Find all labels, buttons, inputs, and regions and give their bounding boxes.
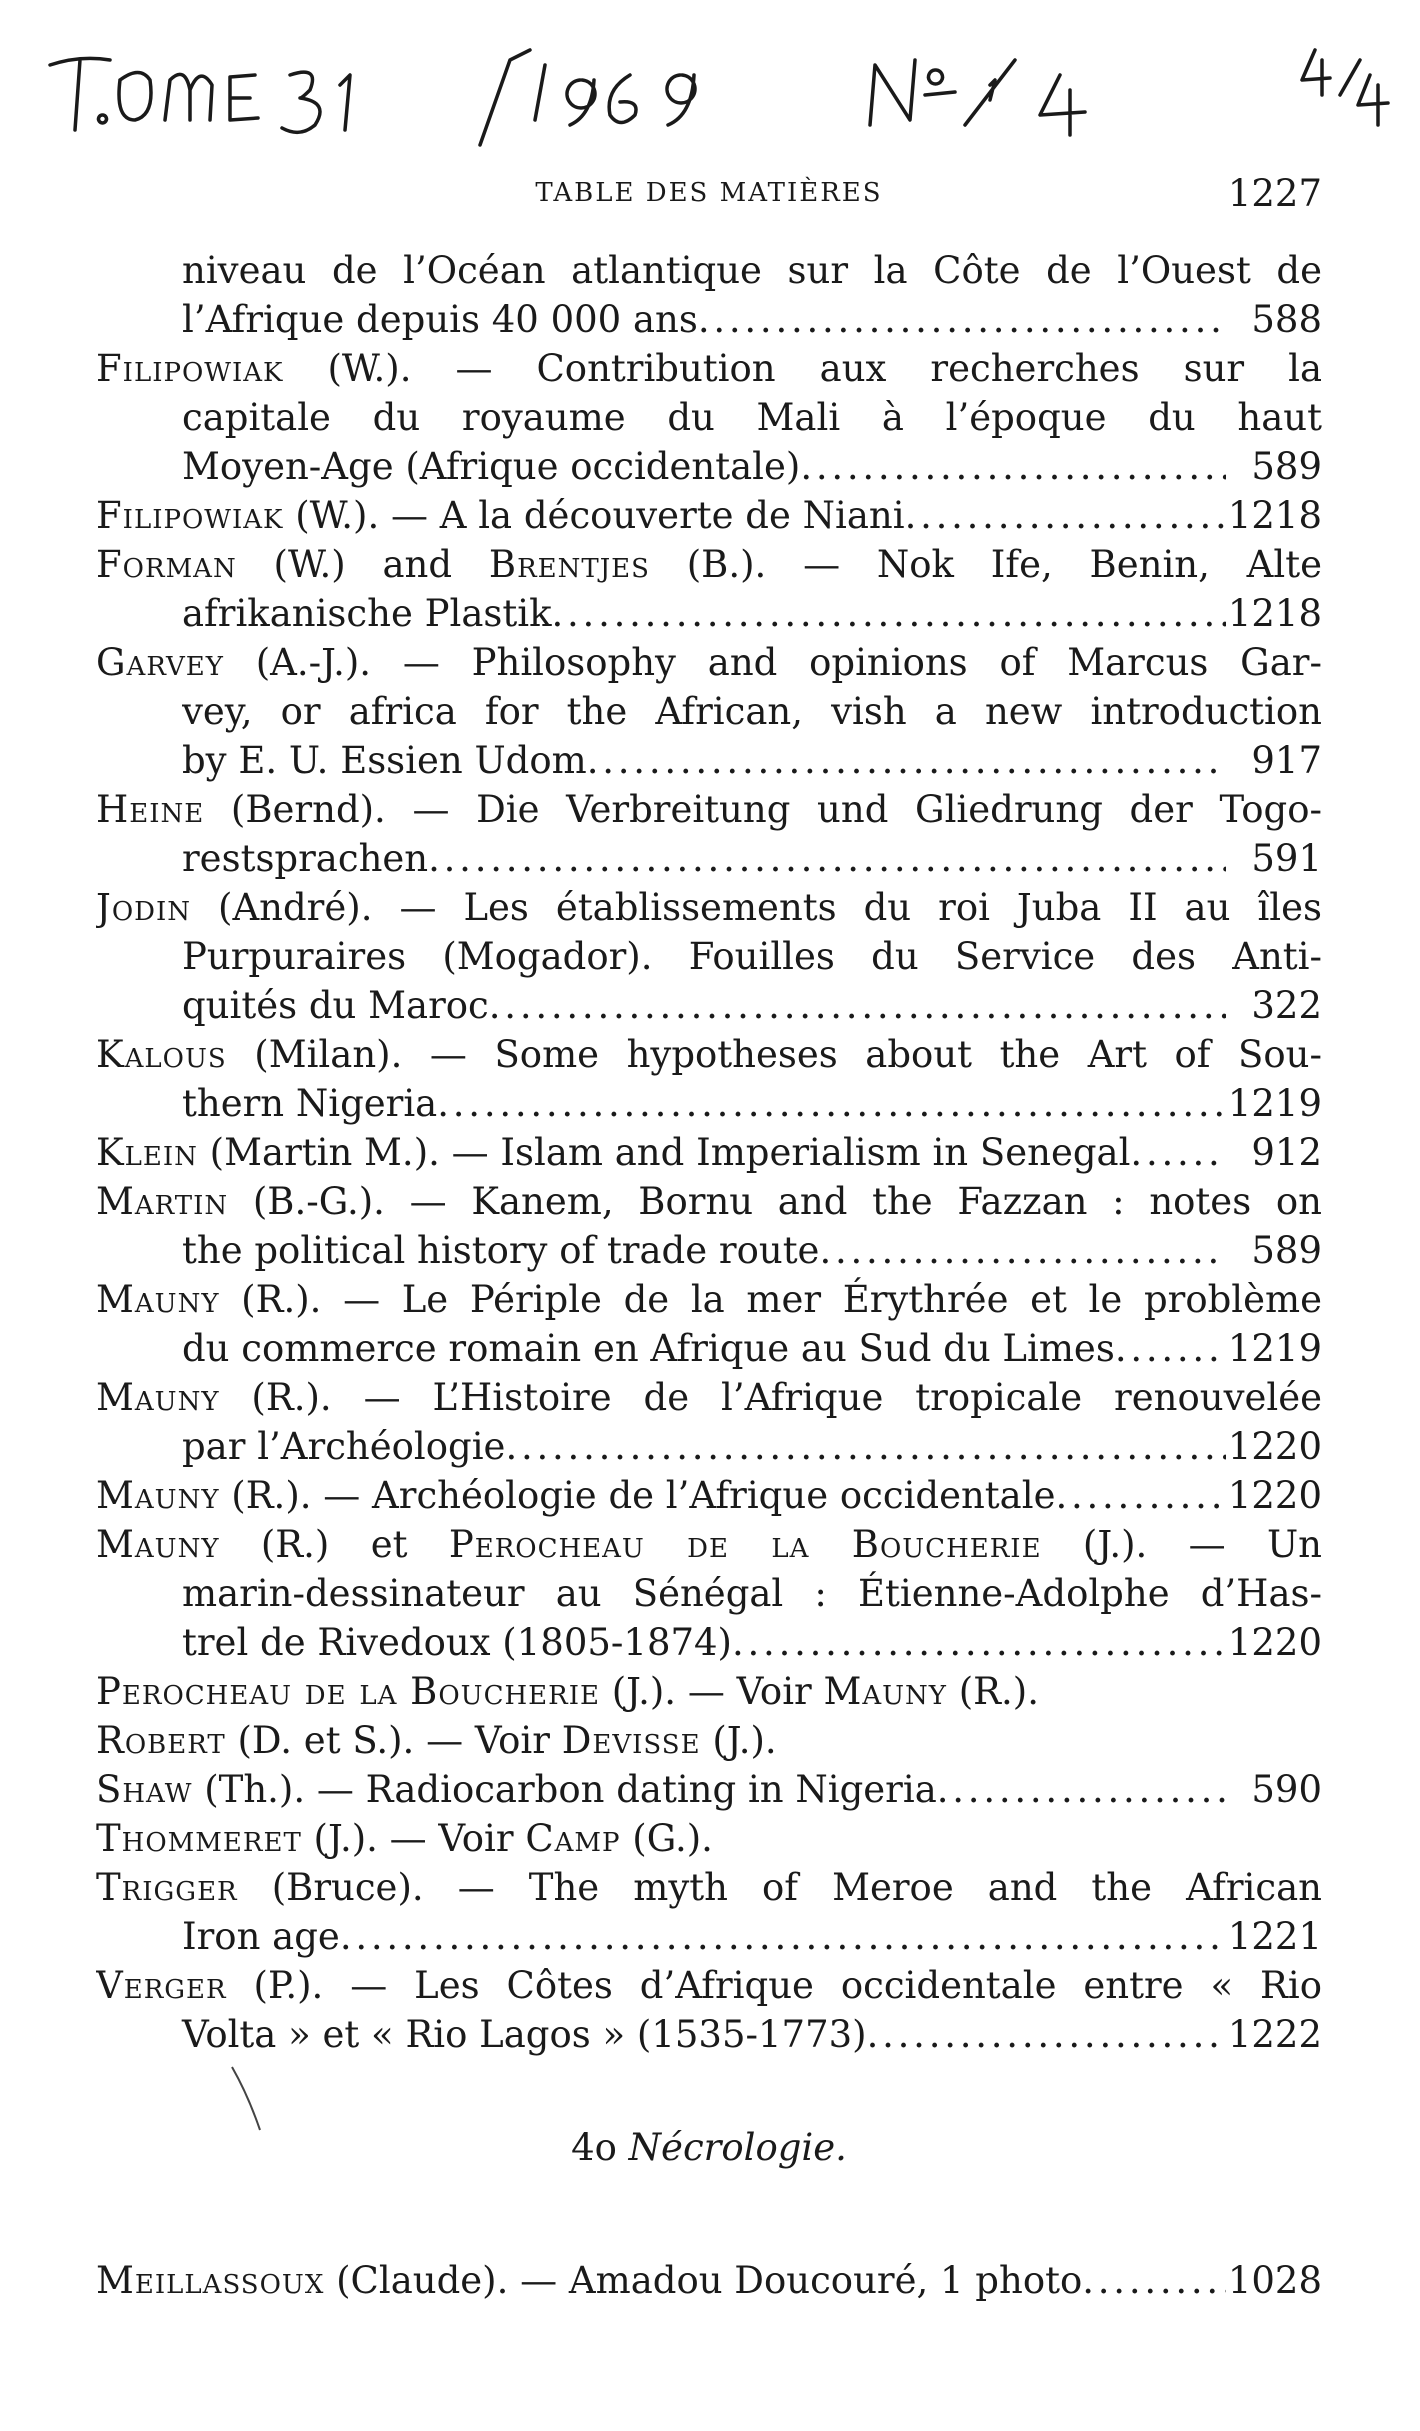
- dot-leader: [489, 981, 1226, 1030]
- entry-text: (B.-G.). — Kanem, Bornu and the Fazzan : notes on: [228, 1180, 1322, 1223]
- entry-continuation: du commerce romain en Afrique au Sud du Limes: [182, 1327, 1115, 1370]
- handwritten-annotation: [40, 20, 1420, 150]
- dot-leader: [1115, 1324, 1226, 1373]
- dot-leader: [867, 2010, 1226, 2059]
- index-entry: [96, 1177, 1322, 1275]
- pen-mark-svg: [230, 2065, 270, 2135]
- entry-author: Jodin: [96, 886, 192, 929]
- entry-coauthor: Perocheau de la Boucherie: [448, 1523, 1042, 1566]
- entry-page: 1219: [1227, 1082, 1322, 1125]
- entry-page: 590: [1251, 1768, 1322, 1811]
- dot-leader: [552, 589, 1226, 638]
- entry-text: (D. et S.). — Voir: [225, 1719, 562, 1762]
- index-entry: [96, 1814, 1322, 1863]
- entry-author: Martin: [96, 1180, 229, 1223]
- section-title: Nécrologie.: [628, 2126, 847, 2169]
- index-entry: [96, 1520, 1322, 1667]
- entry-author: Mauny: [96, 1278, 220, 1321]
- entry-author: Filipowiak: [96, 347, 284, 390]
- necrology-author: Meillassoux: [96, 2259, 325, 2302]
- entry-text: (J.). — Voir: [301, 1817, 526, 1860]
- entry-author: Mauny: [96, 1474, 220, 1517]
- entry-text: (W.) and: [236, 543, 489, 586]
- necrology-entry: [96, 2256, 1322, 2305]
- entry-page: 912: [1251, 1131, 1322, 1174]
- entry-author: Thommeret: [96, 1817, 302, 1860]
- index-entry: [96, 1373, 1322, 1471]
- entry-text: (Bruce). — The myth of Meroe and the African: [237, 1866, 1322, 1909]
- index-entry: [96, 246, 1322, 344]
- entry-coauthor: Brentjes: [488, 543, 650, 586]
- dot-leader: [1055, 1471, 1226, 1520]
- index-entry: [96, 1275, 1322, 1373]
- entry-continuation: restsprachen: [182, 837, 429, 880]
- index-entry: [96, 1716, 1322, 1765]
- entry-page: 588: [1251, 298, 1322, 341]
- entry-author: Verger: [96, 1964, 227, 2007]
- index-entry: [96, 1030, 1322, 1128]
- entry-continuation: niveau de l’Océan atlantique sur la Côte de l’Ouest de: [182, 249, 1322, 292]
- entry-page: 589: [1251, 1229, 1322, 1272]
- dot-leader: [698, 295, 1226, 344]
- entry-author: Heine: [96, 788, 205, 831]
- entry-continuation: Volta » et « Rio Lagos » (1535-1773): [182, 2013, 867, 2056]
- header-page-number: 1227: [1227, 172, 1322, 215]
- index-entry: [96, 1765, 1322, 1814]
- entry-continuation: par l’Archéologie: [182, 1425, 506, 1468]
- dot-leader: [905, 491, 1226, 540]
- dot-leader: [1130, 1128, 1226, 1177]
- entry-author: Robert: [96, 1719, 226, 1762]
- index-entries: [96, 246, 1322, 2059]
- entry-author: Filipowiak: [96, 494, 284, 537]
- dot-leader: [437, 1079, 1226, 1128]
- entry-author: Mauny: [96, 1376, 220, 1419]
- entry-page: 1218: [1227, 592, 1322, 635]
- dot-leader: [340, 1912, 1226, 1961]
- index-entry: [96, 344, 1322, 491]
- dot-leader: [587, 736, 1226, 785]
- entry-continuation: the political history of trade route: [182, 1229, 820, 1272]
- entry-author: Perocheau de la Boucherie: [96, 1670, 600, 1713]
- entry-page: 1220: [1227, 1425, 1322, 1468]
- entry-page: 917: [1251, 739, 1322, 782]
- entry-coauthor: Camp: [525, 1817, 621, 1860]
- entry-text: (B.). — Nok Ife, Benin, Alte: [649, 543, 1322, 586]
- entry-page: 322: [1251, 984, 1322, 1027]
- entry-page: 1221: [1227, 1915, 1322, 1958]
- entry-text: (J.).: [700, 1719, 777, 1762]
- index-entry: [96, 1863, 1322, 1961]
- index-entry: [96, 1471, 1322, 1520]
- index-entry: [96, 1128, 1322, 1177]
- entry-author: Shaw: [96, 1768, 193, 1811]
- entry-continuation: marin-dessinateur au Sénégal : Étienne-Adolphe d’Has-: [182, 1572, 1322, 1615]
- entry-author: Trigger: [96, 1866, 238, 1909]
- entry-text: (R.).: [946, 1670, 1039, 1713]
- entry-text: (Th.). — Radiocarbon dating in Nigeria: [192, 1768, 937, 1811]
- section-heading: [96, 2126, 1322, 2169]
- index-entry: [96, 785, 1322, 883]
- dot-leader: [1082, 2256, 1226, 2305]
- entry-text: (W.). — A la découverte de Niani: [283, 494, 905, 537]
- entry-text: (J.). — Un: [1041, 1523, 1322, 1566]
- entry-text: (Bernd). — Die Verbreitung und Gliedrung der Togo-: [204, 788, 1322, 831]
- entry-continuation: afrikanische Plastik: [182, 592, 552, 635]
- entry-text: (Martin M.). — Islam and Imperialism in Senegal: [197, 1131, 1131, 1174]
- entry-coauthor: Mauny: [823, 1670, 947, 1713]
- header-title: TABLE DES MATIÈRES: [535, 178, 883, 208]
- entry-continuation: capitale du royaume du Mali à l’époque du haut: [182, 396, 1322, 439]
- dot-leader: [732, 1618, 1226, 1667]
- entry-text: (R.). — L’Histoire de l’Afrique tropicale renouvelée: [219, 1376, 1322, 1419]
- entry-author: Klein: [96, 1131, 198, 1174]
- entry-text: (W.). — Contribution aux recherches sur la: [283, 347, 1322, 390]
- entry-text: (G.).: [620, 1817, 713, 1860]
- entry-text: (R.) et: [219, 1523, 449, 1566]
- section-number: 4o: [571, 2126, 617, 2169]
- entry-coauthor: Devisse: [561, 1719, 701, 1762]
- entry-page: 1220: [1227, 1474, 1322, 1517]
- entry-author: Mauny: [96, 1523, 220, 1566]
- necrology-page: 1028: [1227, 2259, 1322, 2302]
- entry-continuation: quités du Maroc: [182, 984, 489, 1027]
- entry-text: (J.). — Voir: [599, 1670, 824, 1713]
- entry-continuation: by E. U. Essien Udom: [182, 739, 587, 782]
- dot-leader: [800, 442, 1226, 491]
- dot-leader: [505, 1422, 1226, 1471]
- entry-page: 591: [1251, 837, 1322, 880]
- index-entry: [96, 540, 1322, 638]
- index-entry: [96, 491, 1322, 540]
- entry-text: (Milan). — Some hypotheses about the Art of Sou-: [226, 1033, 1322, 1076]
- entry-page: 1222: [1227, 2013, 1322, 2056]
- entry-page: 1218: [1227, 494, 1322, 537]
- entry-page: 589: [1251, 445, 1322, 488]
- entry-page: 1220: [1227, 1621, 1322, 1664]
- entry-continuation: Iron age: [182, 1915, 340, 1958]
- dot-leader: [937, 1765, 1226, 1814]
- entry-author: Garvey: [96, 641, 224, 684]
- entry-author: Kalous: [96, 1033, 227, 1076]
- entry-continuation: vey, or africa for the African, vish a new introduction: [182, 690, 1322, 733]
- entry-author: Forman: [96, 543, 237, 586]
- handwritten-note-svg: [40, 20, 1420, 150]
- index-entry: [96, 1961, 1322, 2059]
- entry-text: (P.). — Les Côtes d’Afrique occidentale entre « Rio: [226, 1964, 1322, 2007]
- necrology-text: (Claude). — Amadou Doucouré, 1 photo: [324, 2259, 1083, 2302]
- entry-continuation: thern Nigeria: [182, 1082, 438, 1125]
- entry-continuation: Moyen-Age (Afrique occidentale): [182, 445, 801, 488]
- index-entry: [96, 1667, 1322, 1716]
- dot-leader: [428, 834, 1226, 883]
- dot-leader: [819, 1226, 1226, 1275]
- entry-continuation: l’Afrique depuis 40 000 ans: [182, 298, 698, 341]
- entry-continuation: Purpuraires (Mogador). Fouilles du Service des Anti-: [182, 935, 1322, 978]
- index-entry: [96, 883, 1322, 1030]
- entry-text: (R.). — Archéologie de l’Afrique occidentale: [219, 1474, 1056, 1517]
- entry-text: (André). — Les établissements du roi Juba II au îles: [191, 886, 1322, 929]
- index-entry: [96, 638, 1322, 785]
- running-header: [96, 172, 1322, 215]
- entry-text: (R.). — Le Périple de la mer Érythrée et le problème: [219, 1278, 1322, 1321]
- entry-page: 1219: [1227, 1327, 1322, 1370]
- entry-text: (A.-J.). — Philosophy and opinions of Marcus Gar-: [223, 641, 1322, 684]
- entry-continuation: trel de Rivedoux (1805-1874): [182, 1621, 732, 1664]
